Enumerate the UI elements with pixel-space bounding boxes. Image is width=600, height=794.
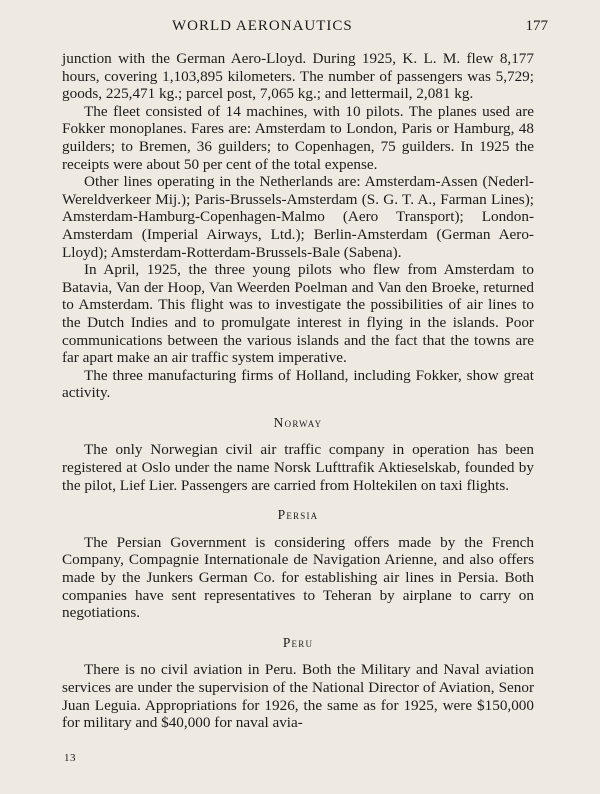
section-heading-peru: Peru bbox=[282, 634, 314, 650]
paragraph-continued: junction with the German Aero-Lloyd. During 1925, K. L. M. flew 8,177 hours, covering 1,103,895 kilometers. The number of passengers was 5,729; goods, 225,471 kg.; parcel post, 7,065 kg.; and lettermail, 2,081 kg. bbox=[62, 50, 534, 103]
section-paragraph-peru: There is no civil aviation in Peru. Both the Military and Naval aviation services are under the supervision of the National Director of Aviation, Senor Juan Leguia. Appropriations for 1926, the same as for 1925, were $150,000 for military and $40,000 for naval avia- bbox=[62, 661, 534, 732]
signature-mark: 13 bbox=[64, 752, 76, 764]
page-number: 177 bbox=[525, 18, 548, 34]
paragraph: The fleet consisted of 14 machines, with 10 pilots. The planes used are Fokker monoplanes. Fares are: Amsterdam to London, Paris or Hamburg, 48 guilders; to Bremen, 36 guilders; to Copenhagen, 75 guilders. In 1925 the receipts were about 50 per cent of the total expense. bbox=[62, 102, 534, 173]
section-heading-norway: Norway bbox=[273, 414, 323, 430]
section-paragraph-norway: The only Norwegian civil air traffic company in operation has been registered at Oslo under the name Norsk Lufttrafik Aktieselskab, founded by the pilot, Lief Lier. Passengers are carried from Holtekilen on taxi flights. bbox=[62, 441, 534, 494]
paragraph: Other lines operating in the Netherlands are: Amsterdam-Assen (Nederl-Wereldverkeer Mij.); Paris-Brussels-Amsterdam (S. G. T. A., Farman Lines); Amsterdam-Hamburg-Copenhagen-Malmo (Aero Transport); London-Amsterdam (Imperial Airways, Ltd.); Berlin-Amsterdam (German Aero-Lloyd); Amsterdam-Rotterdam-Brussels-Bale (Sabena). bbox=[62, 173, 534, 261]
paragraph: In April, 1925, the three young pilots who flew from Amsterdam to Batavia, Van der Hoop, Van Weerden Poelman and Van den Broeke, returned to Amsterdam. This flight was to investigate the possibilities of air lines to the Dutch Indies and to promulgate interest in flying in the islands. Poor communications between the various islands and the fact that the towns are far apart make an air traffic system imperative. bbox=[62, 261, 534, 367]
body-text bbox=[62, 50, 534, 732]
running-title: WORLD AERONAUTICS bbox=[172, 18, 353, 34]
section-paragraph-persia: The Persian Government is considering offers made by the French Company, Compagnie Internationale de Navigation Arienne, and also offers made by the Junkers German Co. for establishing air lines in Persia. Both companies have sent representatives to Teheran by airplane to carry on negotiations. bbox=[62, 533, 534, 622]
running-head bbox=[62, 18, 548, 40]
section-heading-persia: Persia bbox=[277, 507, 319, 523]
paragraph: The three manufacturing firms of Holland, including Fokker, show great activity. bbox=[62, 366, 534, 402]
